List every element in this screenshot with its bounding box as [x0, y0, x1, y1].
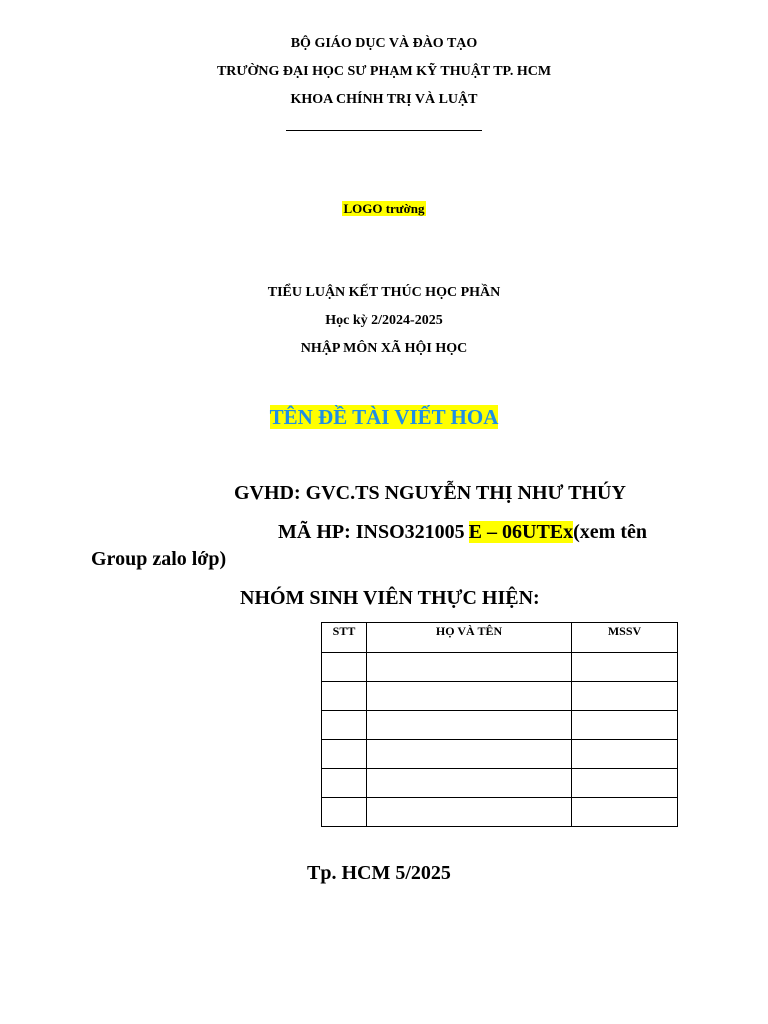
table-row: [322, 740, 678, 769]
table-row: [322, 682, 678, 711]
university-name: TRƯỜNG ĐẠI HỌC SƯ PHẠM KỸ THUẬT TP. HCM: [216, 64, 552, 79]
report-type: TIỂU LUẬN KẾT THÚC HỌC PHẦN: [267, 285, 501, 300]
table-row: [322, 711, 678, 740]
cell-stt[interactable]: [322, 711, 367, 740]
course-code-label: MÃ HP:: [278, 521, 351, 543]
cell-mssv[interactable]: [572, 682, 678, 711]
cell-stt[interactable]: [322, 798, 367, 827]
course-code: INSO321005: [355, 521, 465, 543]
cell-stt[interactable]: [322, 769, 367, 798]
cell-name[interactable]: [367, 798, 572, 827]
table-row: [322, 769, 678, 798]
class-suffix: E – 06UTEx: [468, 521, 574, 543]
cell-stt[interactable]: [322, 653, 367, 682]
cell-name[interactable]: [367, 769, 572, 798]
cell-name[interactable]: [367, 740, 572, 769]
instructor-line: GVHD: GVC.TS NGUYỄN THỊ NHƯ THÚY: [234, 482, 626, 504]
header-mssv: MSSV: [572, 623, 678, 653]
cell-mssv[interactable]: [572, 798, 678, 827]
course-code-note-start: (xem tên: [573, 521, 647, 543]
ministry-name: BỘ GIÁO DỤC VÀ ĐÀO TẠO: [290, 36, 478, 51]
group-heading: NHÓM SINH VIÊN THỰC HIỆN:: [240, 587, 540, 609]
header-divider: [286, 130, 482, 131]
logo-placeholder: [0, 201, 768, 217]
cell-mssv[interactable]: [572, 711, 678, 740]
cell-mssv[interactable]: [572, 653, 678, 682]
subject-name: NHẬP MÔN XÃ HỘI HỌC: [300, 341, 468, 356]
semester: Học kỳ 2/2024-2025: [325, 313, 443, 328]
cell-stt[interactable]: [322, 740, 367, 769]
header-stt: STT: [322, 623, 367, 653]
table-row: [322, 798, 678, 827]
members-table: [321, 622, 678, 827]
cell-name[interactable]: [367, 711, 572, 740]
cell-mssv[interactable]: [572, 769, 678, 798]
cell-name[interactable]: [367, 653, 572, 682]
topic-title: [0, 405, 768, 430]
place-date: Tp. HCM 5/2025: [307, 862, 451, 884]
header-name: HỌ VÀ TÊN: [367, 623, 572, 653]
cell-mssv[interactable]: [572, 740, 678, 769]
logo-placeholder-text: LOGO trường: [343, 201, 425, 216]
members-table-header: [322, 623, 678, 653]
table-row: [322, 653, 678, 682]
topic-title-text: TÊN ĐỀ TÀI VIẾT HOA: [269, 405, 499, 429]
cell-stt[interactable]: [322, 682, 367, 711]
course-code-line: [278, 521, 678, 544]
course-code-note-end: Group zalo lớp): [91, 548, 227, 570]
faculty-name: KHOA CHÍNH TRỊ VÀ LUẬT: [290, 92, 478, 107]
cell-name[interactable]: [367, 682, 572, 711]
